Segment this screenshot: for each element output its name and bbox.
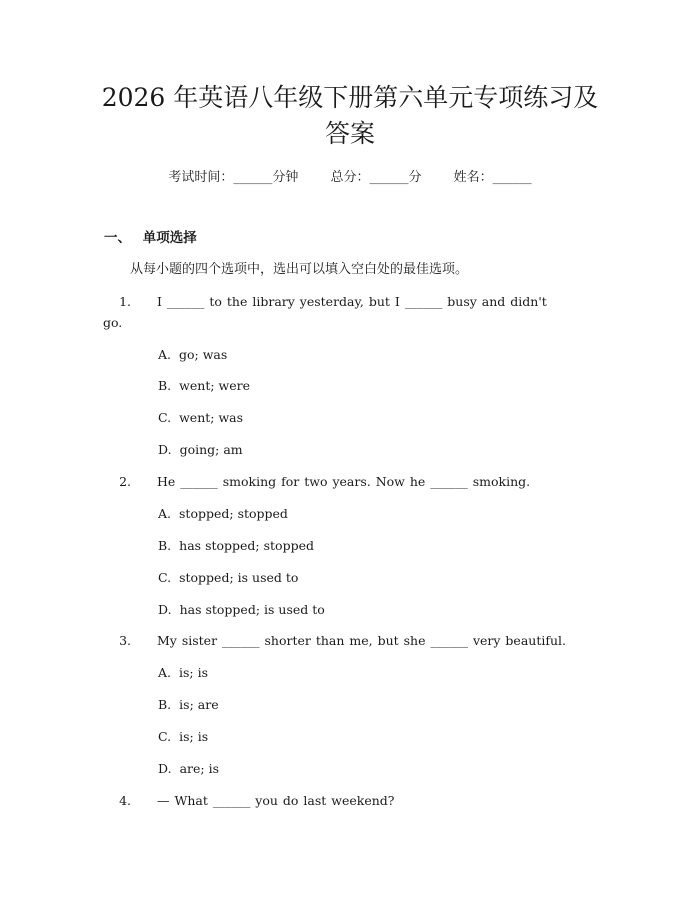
question-3-option-b (158, 695, 219, 715)
question-1-option-a (158, 345, 227, 365)
question-2-option-b (158, 536, 314, 556)
question-1-continuation: go. (103, 315, 123, 330)
exam-time: 考试时间：______分钟 (168, 170, 299, 185)
question-number: 2. (119, 474, 131, 489)
option-text: went; was (179, 410, 244, 425)
option-letter: A. (158, 347, 172, 362)
question-2-option-d (158, 600, 325, 620)
question-number: 3. (119, 633, 131, 648)
question-text: — What ______ you do last weekend? (157, 793, 395, 808)
option-text: stopped; is used to (179, 570, 299, 585)
option-text: went; were (179, 378, 250, 393)
option-text: are; is (179, 761, 219, 776)
option-text: is; are (179, 697, 219, 712)
option-letter: B. (158, 378, 172, 393)
option-text: has stopped; is used to (179, 602, 325, 617)
question-1-option-c (158, 408, 243, 428)
title-line-2: 答案 (324, 119, 375, 148)
option-letter: C. (158, 570, 172, 585)
exam-meta (0, 168, 700, 188)
question-3-option-a (158, 663, 208, 683)
option-letter: B. (158, 697, 172, 712)
option-letter: D. (158, 602, 172, 617)
option-text: is; is (179, 729, 209, 744)
option-text: go; was (179, 347, 228, 362)
question-text: I ______ to the library yesterday, but I ______ busy and didn't (157, 294, 547, 309)
question-1-option-d (158, 440, 243, 460)
option-text: stopped; stopped (179, 506, 288, 521)
option-letter: B. (158, 538, 172, 553)
student-name: 姓名：______ (453, 170, 532, 185)
option-letter: C. (158, 729, 172, 744)
option-text: is; is (179, 665, 209, 680)
question-3-option-d (158, 759, 219, 779)
section-instruction: 从每小题的四个选项中，选出可以填入空白处的最佳选项。 (130, 262, 469, 277)
exam-total-score: 总分：______分 (330, 170, 422, 185)
question-2 (103, 472, 603, 492)
option-letter: C. (158, 410, 172, 425)
question-3-option-c (158, 727, 208, 747)
question-2-option-a (158, 504, 288, 524)
option-letter: A. (158, 506, 172, 521)
question-2-option-c (158, 568, 298, 588)
question-4 (103, 791, 603, 811)
option-letter: A. (158, 665, 172, 680)
question-number: 1. (119, 294, 131, 309)
option-text: going; am (179, 442, 243, 457)
question-text: My sister ______ shorter than me, but she ______ very beautiful. (157, 633, 566, 648)
question-1-option-b (158, 376, 250, 396)
option-letter: D. (158, 442, 172, 457)
question-3 (103, 631, 603, 651)
section-title: 单项选择 (142, 230, 197, 246)
title-line-1: 2026 年英语八年级下册第六单元专项练习及 (101, 83, 599, 112)
document-title (60, 80, 640, 152)
section-number: 一、 (104, 230, 131, 246)
question-number: 4. (119, 793, 131, 808)
question-text: He ______ smoking for two years. Now he ______ smoking. (157, 474, 531, 489)
option-text: has stopped; stopped (179, 538, 314, 553)
question-1 (103, 292, 603, 312)
section-heading (104, 228, 197, 248)
option-letter: D. (158, 761, 172, 776)
